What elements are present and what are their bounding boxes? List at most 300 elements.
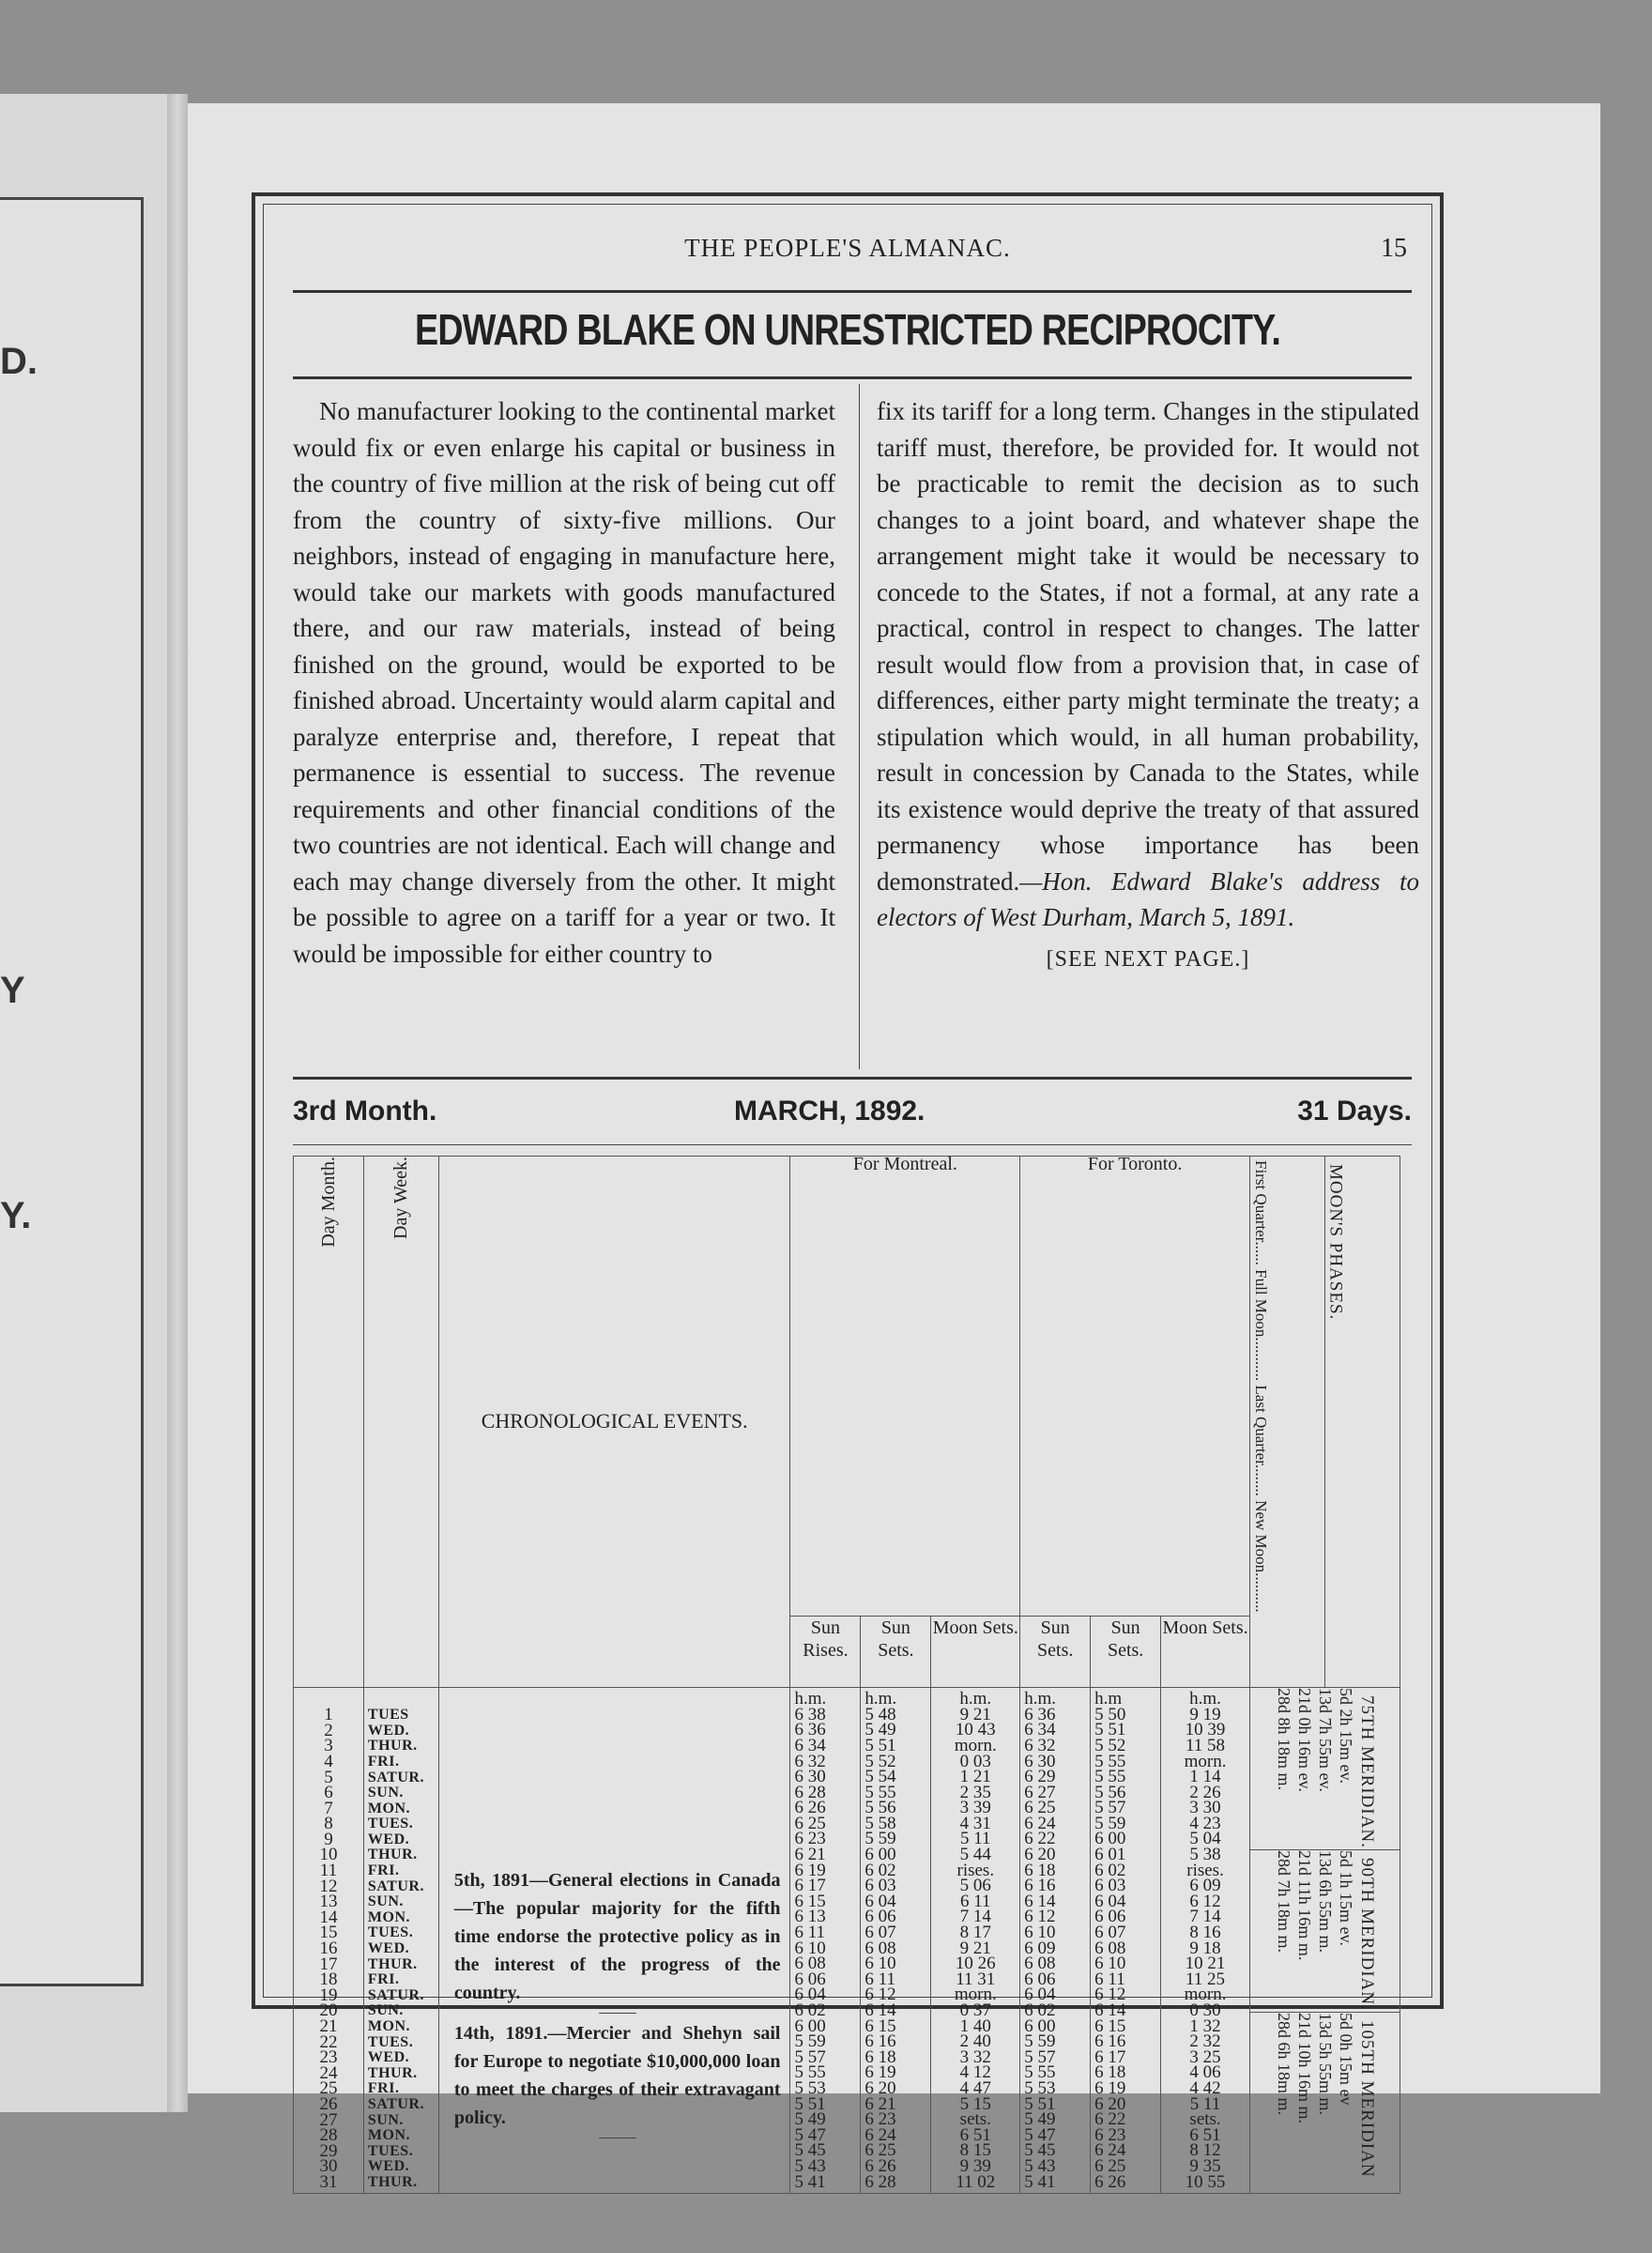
- table-cell: 5 51: [1094, 1720, 1126, 1740]
- table-cell: sets.: [1189, 2109, 1221, 2130]
- table-cell: 11: [319, 1861, 338, 1881]
- table-cell: 6 04: [1024, 1985, 1056, 2005]
- table-cell: 14: [319, 1907, 338, 1927]
- table-cell: 6 11: [960, 1891, 991, 1911]
- table-cell: 6 02: [864, 1860, 896, 1880]
- table-cell: 5 49: [1024, 2109, 1056, 2130]
- table-cell: THUR.: [367, 2064, 418, 2081]
- meridian-label: 90TH MERIDIAN.: [1356, 1858, 1377, 2011]
- table-cell: morn.: [954, 1985, 997, 2005]
- table-cell: 7 14: [959, 1907, 991, 1927]
- table-cell: 6 10: [864, 1954, 896, 1974]
- table-cell: 5 43: [794, 2155, 826, 2176]
- table-cell: 6 13: [794, 1907, 826, 1927]
- table-cell: rises.: [956, 1860, 995, 1880]
- table-cell: h.m.: [1189, 1689, 1221, 1709]
- table-cell: 6 02: [1094, 1860, 1126, 1880]
- table-cell: 6 28: [794, 1782, 826, 1802]
- phase-times: 5d 0h 15m ev 13d 5h 55m m. 21d 10h 16m m. 28d 6h 18m m.: [1275, 2013, 1356, 2124]
- table-cell: 6 18: [864, 2046, 896, 2067]
- table-cell: SATUR.: [367, 1769, 424, 1786]
- table-cell: 6 00: [1024, 2015, 1056, 2036]
- table-cell: 0 30: [1189, 2000, 1221, 2021]
- table-cell: 6 22: [1024, 1829, 1056, 1849]
- table-cell: 6 29: [1024, 1767, 1056, 1787]
- table-cell: 16: [319, 1939, 338, 1959]
- table-cell: 5 59: [794, 2031, 826, 2052]
- month-rule-bottom: [293, 1144, 1412, 1145]
- table-cell: TUES.: [367, 2033, 414, 2050]
- table-cell: 5 59: [864, 1829, 896, 1849]
- table-cell: 6 00: [794, 2015, 826, 2036]
- table-cell: 6 14: [864, 2000, 896, 2021]
- table-cell: FRI.: [367, 1862, 400, 1879]
- table-cell: 6 08: [794, 1954, 826, 1974]
- article-text: fix its tariff for a long term. Changes in the stipulated tariff must, therefore, be provided for. It would not be practicable to remit the decision as to such changes to a joint board, and whatever shape the arrangement might take it would be necessary to concede to the States, if not a formal, at any rate a practical, control in respect to changes. The latter result would flow from a provision that, in case of differences, either party might terminate the treaty; a stipulation which would, in all human probability, result in concession by Canada to the States, while its existence would deprive the treaty of that assured permanency whose importance has been demonstrated.—Hon. Edward Blake's address to electors of West Durham, March 5, 1891.: [877, 397, 1419, 931]
- table-cell: FRI.: [367, 1971, 400, 1988]
- article-headline: EDWARD BLAKE ON UNRESTRICTED RECIPROCITY.: [414, 305, 1280, 354]
- table-cell: 9 35: [1189, 2155, 1221, 2176]
- table-cell: 6 09: [1024, 1938, 1056, 1958]
- table-cell: WED.: [367, 1722, 410, 1739]
- table-cell: 6 24: [864, 2124, 896, 2145]
- table-cell: 6 06: [1024, 1969, 1056, 1989]
- event-entry: 14th, 1891.—Mercier and Shehyn sail for Europe to negotiate $10,000,000 loan to meet the charges of their extravagant policy.: [453, 2023, 781, 2129]
- table-cell: 23: [319, 2047, 338, 2068]
- toronto-moon-sets-column: [1161, 1688, 1250, 2193]
- table-cell: 6 25: [864, 2140, 896, 2161]
- table-cell: 4 12: [959, 2062, 991, 2083]
- table-cell: 6 12: [1189, 1891, 1221, 1911]
- table-cell: 6 18: [1094, 2062, 1126, 2083]
- table-cell: 6 32: [794, 1751, 826, 1771]
- table-cell: 4 47: [959, 2077, 991, 2098]
- table-cell: 10 26: [955, 1954, 996, 1974]
- table-cell: 5 55: [794, 2062, 826, 2083]
- table-cell: 6 08: [1024, 1954, 1056, 1974]
- table-cell: 9 21: [959, 1704, 991, 1724]
- table-cell: 28: [319, 2125, 338, 2146]
- table-cell: h.m.: [794, 1689, 827, 1709]
- table-cell: TUES.: [367, 2142, 414, 2159]
- table-cell: 21: [319, 2016, 338, 2037]
- table-cell: 5 11: [1189, 2093, 1221, 2114]
- toronto-sun-sets-header: Sun Sets.: [1020, 1617, 1091, 1688]
- table-cell: 6 38: [794, 1704, 826, 1724]
- table-cell: FRI.: [367, 2080, 400, 2097]
- table-cell: 5 59: [1094, 1813, 1126, 1833]
- table-cell: 5 51: [1024, 2093, 1056, 2114]
- table-cell: 22: [319, 2031, 338, 2052]
- table-cell: 1 40: [959, 2015, 991, 2036]
- table-cell: 6 24: [1024, 1813, 1056, 1833]
- table-cell: 6 07: [864, 1923, 896, 1943]
- see-next-page: [SEE NEXT PAGE.]: [1046, 946, 1250, 972]
- table-cell: 5 58: [864, 1813, 896, 1833]
- table-cell: THUR.: [367, 1738, 418, 1755]
- phase-block: [1250, 2013, 1400, 2178]
- table-cell: 6 09: [1189, 1876, 1221, 1896]
- table-cell: 5 43: [1024, 2155, 1056, 2176]
- table-cell: 9: [324, 1829, 333, 1849]
- calendar-table: [293, 1156, 1400, 2194]
- montreal-header: For Montreal.: [790, 1157, 1020, 1617]
- day-week-header: Day Week.: [363, 1157, 438, 1688]
- table-cell: 11 25: [1185, 1969, 1226, 1989]
- table-cell: 6 22: [1094, 2109, 1126, 2130]
- table-cell: SUN.: [367, 1893, 404, 1910]
- table-cell: 5 55: [864, 1782, 896, 1802]
- table-cell: 6 19: [864, 2062, 896, 2083]
- table-cell: 15: [319, 1923, 338, 1943]
- table-cell: 5 56: [1094, 1782, 1126, 1802]
- table-cell: 6 27: [1024, 1782, 1056, 1802]
- page-frame: [252, 192, 1444, 2192]
- table-cell: 5 57: [1094, 1798, 1126, 1818]
- phase-block: [1250, 1688, 1400, 1850]
- table-cell: 6 15: [864, 2015, 896, 2036]
- month-title: MARCH, 1892.: [734, 1096, 925, 1126]
- table-cell: 6 30: [1024, 1751, 1056, 1771]
- table-cell: SUN.: [367, 2111, 404, 2128]
- table-cell: 6 20: [1094, 2093, 1126, 2114]
- table-cell: 31: [319, 2171, 338, 2192]
- table-cell: 6 02: [794, 2000, 826, 2021]
- table-cell: 5 51: [794, 2093, 826, 2114]
- table-cell: 6 12: [864, 1985, 896, 2005]
- page-number: 15: [1381, 234, 1407, 263]
- phase-names-cell-lower: [1250, 1617, 1325, 1688]
- table-cell: 6 14: [1094, 2000, 1126, 2021]
- table-cell: WED.: [367, 1831, 410, 1847]
- table-cell: 5 45: [794, 2140, 826, 2161]
- table-cell: 6 04: [794, 1985, 826, 2005]
- table-cell: 3: [324, 1736, 333, 1756]
- table-cell: SATUR.: [367, 2095, 424, 2112]
- meridian-label: 75TH MERIDIAN.: [1356, 1695, 1377, 1848]
- table-cell: 5 52: [1094, 1735, 1126, 1755]
- table-cell: 6 28: [864, 2171, 896, 2192]
- table-cell: 6 10: [1094, 1954, 1126, 1974]
- table-cell: 20: [319, 2000, 338, 2021]
- table-cell: morn.: [1184, 1751, 1227, 1771]
- table-cell: 5 47: [794, 2124, 826, 2145]
- table-cell: 3 30: [1189, 1798, 1221, 1818]
- table-cell: 6: [324, 1783, 333, 1803]
- table-cell: 2 35: [959, 1782, 991, 1802]
- table-cell: 25: [319, 2078, 338, 2099]
- table-cell: 6 25: [1094, 2155, 1126, 2176]
- montreal-moon-sets-header: Moon Sets.: [931, 1617, 1020, 1688]
- table-cell: 6 21: [794, 1845, 826, 1865]
- table-cell: 8: [324, 1814, 333, 1834]
- table-cell: 5 51: [864, 1735, 896, 1755]
- table-cell: 6 25: [794, 1813, 826, 1833]
- moon-phases-column: [1250, 1688, 1400, 2193]
- table-cell: WED.: [367, 2049, 410, 2066]
- table-cell: TUES: [367, 1707, 409, 1724]
- table-cell: 7: [324, 1798, 333, 1818]
- table-cell: 19: [319, 1985, 338, 2005]
- table-cell: 10: [319, 1845, 338, 1865]
- montreal-sun-sets-header: Sun Sets.: [861, 1617, 931, 1688]
- table-cell: 6 20: [864, 2077, 896, 2098]
- table-cell: SUN.: [367, 2002, 404, 2019]
- table-cell: 6 11: [1094, 1969, 1125, 1989]
- table-cell: 6 04: [864, 1891, 896, 1911]
- table-cell: 1 21: [959, 1767, 991, 1787]
- events-column: [438, 1688, 790, 2193]
- table-cell: MON.: [367, 1800, 410, 1816]
- table-cell: MON.: [367, 2127, 410, 2144]
- table-cell: 6 32: [1024, 1735, 1056, 1755]
- table-cell: 29: [319, 2140, 338, 2161]
- left-page-fragment: D.: [0, 341, 38, 382]
- table-cell: 5 48: [864, 1704, 896, 1724]
- table-cell: 5: [324, 1767, 333, 1787]
- table-cell: 5 53: [794, 2077, 826, 2098]
- table-cell: THUR.: [367, 1955, 418, 1972]
- table-cell: 6 21: [864, 2093, 896, 2114]
- montreal-sun-sets-column: [861, 1688, 931, 2193]
- table-cell: 9 39: [959, 2155, 991, 2176]
- table-cell: 6 16: [1024, 1876, 1056, 1896]
- table-cell: 8 17: [959, 1923, 991, 1943]
- table-cell: 5 49: [794, 2109, 826, 2130]
- table-cell: MON.: [367, 2018, 410, 2035]
- table-cell: THUR.: [367, 1847, 418, 1863]
- table-cell: 6 19: [794, 1860, 826, 1880]
- table-cell: 6 23: [1094, 2124, 1126, 2145]
- table-cell: 5 52: [864, 1751, 896, 1771]
- table-cell: 5 59: [1024, 2031, 1056, 2052]
- table-cell: 6 11: [864, 1969, 895, 1989]
- table-cell: 9 18: [1189, 1938, 1221, 1958]
- table-cell: 10 39: [1185, 1720, 1226, 1740]
- phase-times: 5d 1h 15m ev. 13d 6h 55m m. 21d 11h 16m m. 28d 7h 18m m.: [1275, 1850, 1356, 1961]
- table-cell: h.m.: [959, 1689, 992, 1709]
- table-cell: 4 42: [1189, 2077, 1221, 2098]
- month-rule-top: [293, 1077, 1412, 1080]
- table-cell: 4 23: [1189, 1813, 1221, 1833]
- table-cell: 3 32: [959, 2046, 991, 2067]
- table-cell: 13: [319, 1892, 338, 1912]
- table-cell: 5 55: [1024, 2062, 1056, 2083]
- table-cell: 6 12: [1024, 1907, 1056, 1927]
- table-cell: 5 04: [1189, 1829, 1221, 1849]
- table-cell: 4: [324, 1751, 333, 1771]
- table-cell: 6 11: [794, 1923, 826, 1943]
- table-cell: 5 57: [794, 2046, 826, 2067]
- table-cell: 6 34: [1024, 1720, 1056, 1740]
- montreal-sun-rises-column: [790, 1688, 861, 2193]
- table-cell: SATUR.: [367, 1878, 424, 1894]
- month-bar: [293, 1096, 1412, 1133]
- toronto-sun-sets-column-2: [1091, 1688, 1161, 2193]
- table-cell: 0 37: [959, 2000, 991, 2021]
- event-entry: 5th, 1891—General elections in Canada—The popular majority for the fifth time endorse the protective policy as in the interest of the progress of the country.: [453, 1870, 781, 2004]
- table-cell: 6 26: [1094, 2171, 1126, 2192]
- table-cell: SUN.: [367, 1785, 404, 1801]
- article-text: No manufacturer looking to the continental market would fix or even enlarge his capital or business in the country of five million at the risk of being cut off from the country of sixty-five millions. Our neighbors, instead of engaging in manufacture here, would take our markets with goods manufactured there, and our raw materials, instead of being finished on the ground, would be exported to be finished abroad. Uncertainty would alarm capital and paralyze enterprise and, therefore, I repeat that permanence is essential to success. The revenue requirements and other financial conditions of the two countries are not identical. Each will change and each may change diversely from the other. It might be possible to agree on a tariff for a year or two. It would be impossible for either country to: [293, 397, 835, 968]
- table-cell: 0 03: [959, 1751, 991, 1771]
- table-cell: 6 08: [1094, 1938, 1126, 1958]
- table-cell: 27: [319, 2109, 338, 2130]
- column-divider: [859, 384, 860, 1069]
- montreal-sun-rises-header: Sun Rises.: [790, 1617, 861, 1688]
- running-head: THE PEOPLE'S ALMANAC.: [684, 234, 1011, 262]
- table-cell: 5 41: [794, 2171, 826, 2192]
- table-cell: 10 21: [1185, 1954, 1226, 1974]
- table-cell: 18: [319, 1969, 338, 1990]
- table-cell: 5 50: [1094, 1704, 1126, 1724]
- table-cell: 6 07: [1094, 1923, 1126, 1943]
- table-cell: 5 44: [959, 1845, 991, 1865]
- table-cell: 1 32: [1189, 2015, 1221, 2036]
- montreal-moon-sets-column: [931, 1688, 1020, 2193]
- table-cell: 5 55: [1094, 1751, 1126, 1771]
- table-cell: 2 26: [1189, 1782, 1221, 1802]
- table-cell: 6 06: [794, 1969, 826, 1989]
- table-cell: 6 26: [794, 1798, 826, 1818]
- table-cell: 5 41: [1024, 2171, 1056, 2192]
- table-cell: 6 17: [1094, 2046, 1126, 2067]
- table-cell: 5 15: [959, 2093, 991, 2114]
- table-cell: 6 20: [1024, 1845, 1056, 1865]
- table-cell: 12: [319, 1876, 338, 1896]
- table-cell: MON.: [367, 1908, 410, 1925]
- table-cell: 6 00: [1094, 1829, 1126, 1849]
- day-month-header: Day Month.: [294, 1157, 364, 1688]
- table-cell: 5 11: [960, 1829, 991, 1849]
- table-cell: 6 01: [1094, 1845, 1126, 1865]
- table-cell: 6 04: [1094, 1891, 1126, 1911]
- article-column-left: [293, 393, 835, 972]
- table-cell: 8 15: [959, 2140, 991, 2161]
- table-cell: WED.: [367, 1940, 410, 1957]
- table-cell: 6 06: [864, 1907, 896, 1927]
- table-cell: 6 14: [1024, 1891, 1056, 1911]
- table-cell: 2 32: [1189, 2031, 1221, 2052]
- table-cell: 6 26: [864, 2155, 896, 2176]
- table-cell: 6 02: [1024, 2000, 1056, 2021]
- table-cell: 6 36: [1024, 1704, 1056, 1724]
- table-cell: 6 23: [864, 2109, 896, 2130]
- table-cell: 6 24: [1094, 2140, 1126, 2161]
- table-cell: 10 55: [1185, 2171, 1226, 2192]
- table-cell: 4 06: [1189, 2062, 1221, 2083]
- left-page-frame: [0, 197, 144, 1986]
- table-cell: 2 40: [959, 2031, 991, 2052]
- table-cell: 9 19: [1189, 1704, 1221, 1724]
- table-cell: 11 58: [1185, 1735, 1226, 1755]
- table-cell: 24: [319, 2062, 338, 2083]
- table-cell: 5 06: [959, 1876, 991, 1896]
- table-cell: 11 02: [956, 2171, 996, 2192]
- moon-phases-header: MOON'S PHASES.: [1324, 1157, 1400, 1688]
- table-cell: morn.: [1184, 1985, 1227, 2005]
- event-separator: [599, 2013, 636, 2014]
- table-cell: 6 06: [1094, 1907, 1126, 1927]
- left-page-fragment: Y: [0, 970, 25, 1011]
- table-cell: 26: [319, 2093, 338, 2114]
- head-rule: [293, 290, 1412, 293]
- table-cell: 5 47: [1024, 2124, 1056, 2145]
- article-attribution: —Hon. Edward Blake's address to electors of West Durham, March 5, 1891.: [877, 866, 1419, 931]
- table-cell: TUES.: [367, 1924, 414, 1941]
- toronto-sun-sets-column: [1020, 1688, 1091, 2193]
- events-header: CHRONOLOGICAL EVENTS.: [438, 1157, 790, 1688]
- table-cell: 6 15: [1094, 2015, 1126, 2036]
- table-cell: 5 53: [1024, 2077, 1056, 2098]
- table-cell: 6 15: [794, 1891, 826, 1911]
- table-cell: 1: [324, 1705, 333, 1725]
- table-cell: h.m.: [1024, 1689, 1057, 1709]
- table-cell: SATUR.: [367, 1986, 424, 2003]
- table-cell: 4 31: [959, 1813, 991, 1833]
- table-cell: 8 16: [1189, 1923, 1221, 1943]
- table-cell: 6 08: [864, 1938, 896, 1958]
- table-cell: 8 12: [1189, 2140, 1221, 2161]
- table-cell: 6 36: [794, 1720, 826, 1740]
- table-cell: 6 23: [794, 1829, 826, 1849]
- table-cell: 6 25: [1024, 1798, 1056, 1818]
- table-cell: 3 39: [959, 1798, 991, 1818]
- table-cell: morn.: [954, 1735, 997, 1755]
- table-cell: TUES.: [367, 1816, 414, 1832]
- month-days: 31 Days.: [1297, 1096, 1412, 1126]
- table-cell: 6 34: [794, 1735, 826, 1755]
- toronto-moon-sets-header: Moon Sets.: [1161, 1617, 1250, 1688]
- toronto-header: For Toronto.: [1020, 1157, 1250, 1617]
- table-cell: 7 14: [1189, 1907, 1221, 1927]
- table-cell: 5 57: [1024, 2046, 1056, 2067]
- table-cell: rises.: [1186, 1860, 1224, 1880]
- table-cell: 6 16: [1094, 2031, 1126, 2052]
- table-cell: 6 51: [959, 2124, 991, 2145]
- table-cell: 5 45: [1024, 2140, 1056, 2161]
- table-cell: 6 18: [1024, 1860, 1056, 1880]
- table-cell: 5 38: [1189, 1845, 1221, 1865]
- table-cell: 17: [319, 1954, 338, 1974]
- headline-rule: [293, 376, 1412, 379]
- month-number: 3rd Month.: [293, 1096, 437, 1126]
- table-cell: 6 03: [1094, 1876, 1126, 1896]
- table-cell: 5 55: [1094, 1767, 1126, 1787]
- left-page-edge: [0, 94, 178, 2112]
- table-cell: 6 19: [1094, 2077, 1126, 2098]
- table-cell: THUR.: [367, 2173, 418, 2190]
- table-cell: 10 43: [955, 1720, 996, 1740]
- table-cell: 6 03: [864, 1876, 896, 1896]
- table-cell: 6 16: [864, 2031, 896, 2052]
- table-cell: 5 49: [864, 1720, 896, 1740]
- table-cell: 6 17: [794, 1876, 826, 1896]
- book-spine: [167, 94, 188, 2112]
- table-cell: h.m: [1094, 1689, 1123, 1709]
- toronto-sun-sets-header-2: Sun Sets.: [1091, 1617, 1161, 1688]
- phase-times: 5d 2h 15m ev. 13d 7h 55m ev. 21d 0h 16m ev. 28d 8h 18m m.: [1275, 1688, 1356, 1792]
- table-cell: FRI.: [367, 1753, 400, 1770]
- table-cell: 2: [324, 1720, 333, 1740]
- table-cell: 30: [319, 2156, 338, 2177]
- table-cell: h.m.: [864, 1689, 897, 1709]
- table-cell: 3 25: [1189, 2046, 1221, 2067]
- table-cell: 11 31: [956, 1969, 996, 1989]
- table-cell: 9 21: [959, 1938, 991, 1958]
- table-cell: 6 10: [1024, 1923, 1056, 1943]
- table-cell: 6 00: [864, 1845, 896, 1865]
